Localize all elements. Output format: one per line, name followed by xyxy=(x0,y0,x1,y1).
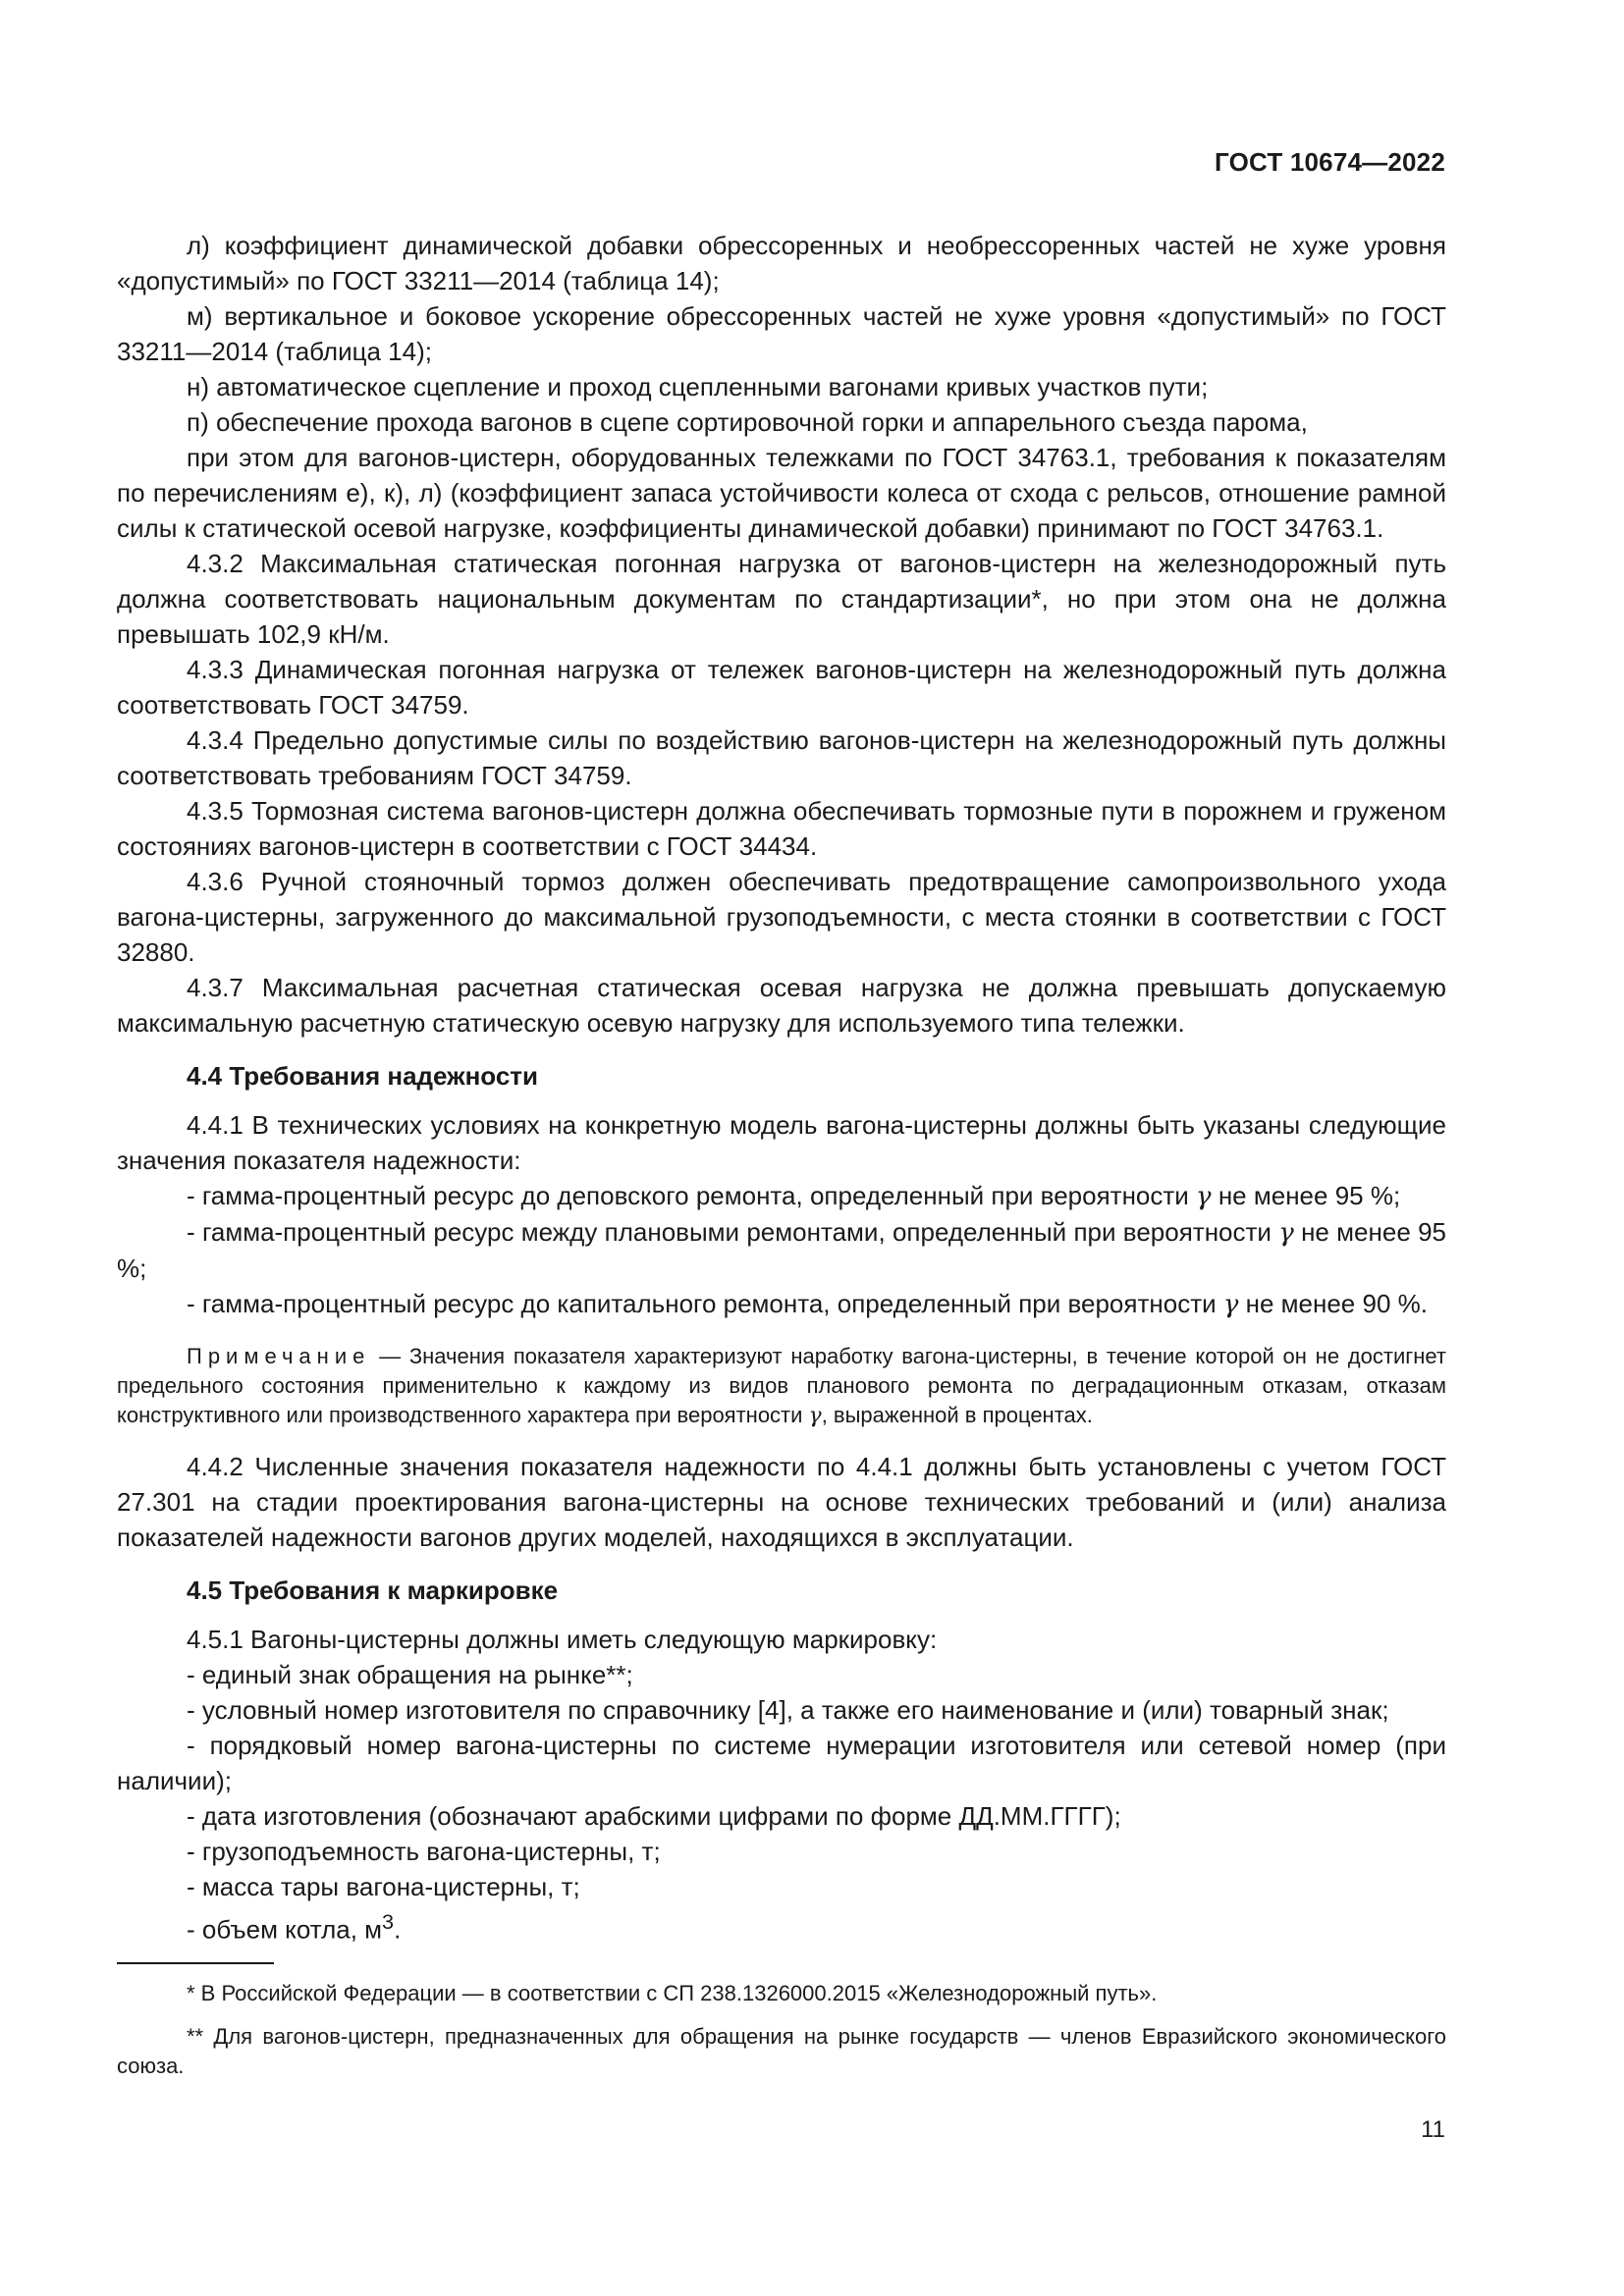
clause-4-4-1: 4.4.1 В технических условиях на конкретную модель вагона-цистерны должны быть указаны следующие значения показателя надежности: xyxy=(117,1110,1446,1175)
clause-4-3-3: 4.3.3 Динамическая погонная нагрузка от тележек вагонов-цистерн на железнодорожный путь должна соответствовать ГОСТ 34759. xyxy=(117,655,1446,720)
clause-4-3-2: 4.3.2 Максимальная статическая погонная нагрузка от вагонов-цистерн на железнодорожный путь должна соответствовать национальным документам по стандартизации*, но при этом она не должна превышать 102,9 кН/м. xyxy=(117,549,1446,649)
item-m: м) вертикальное и боковое ускорение обрессоренных частей не хуже уровня «допустимый» по ГОСТ 33211—2014 (таблица 14); xyxy=(117,301,1446,366)
reliability-item: - гамма-процентный ресурс до капитального ремонта, определенный при вероятности γ не менее 90 %. xyxy=(187,1289,1428,1319)
footnote-2: ** Для вагонов-цистерн, предназначенных для обращения на рынке государств — членов Евразийского экономического союза. xyxy=(117,2024,1446,2078)
footnote-1: * В Российской Федерации — в соответствии с СП 238.1326000.2015 «Железнодорожный путь». xyxy=(187,1981,1158,2005)
marking-item: - грузоподъемность вагона-цистерны, т; xyxy=(187,1837,661,1866)
clause-4-4-2: 4.4.2 Численные значения показателя надежности по 4.4.1 должны быть установлены с учетом ГОСТ 27.301 на стадии проектирования вагона-цистерны на основе технических требований и (или) анализа показателей надежности вагонов других моделей, находящихся в эксплуатации. xyxy=(117,1452,1446,1552)
main-content xyxy=(117,228,1446,1948)
clause-4-3-6: 4.3.6 Ручной стояночный тормоз должен обеспечивать предотвращение самопроизвольного ухода вагона-цистерны, загруженного до максимальной грузоподъемности, с места стоянки в соответствии с ГОСТ 32880. xyxy=(117,867,1446,967)
note-label: Примечание xyxy=(187,1344,371,1368)
standard-code: ГОСТ 10674—2022 xyxy=(1215,147,1445,177)
section-4-5-heading: 4.5 Требования к маркировке xyxy=(187,1575,559,1605)
page-number: 11 xyxy=(1421,2116,1445,2143)
footnotes xyxy=(117,1979,1446,2095)
reliability-item: - гамма-процентный ресурс между плановыми ремонтами, определенный при вероятности γ не менее 95 %; xyxy=(117,1217,1446,1283)
reliability-item: - гамма-процентный ресурс до деповского ремонта, определенный при вероятности γ не менее 95 %; xyxy=(187,1181,1401,1211)
item-n: н) автоматическое сцепление и проход сцепленными вагонами кривых участков пути; xyxy=(187,372,1209,401)
clause-4-3-7: 4.3.7 Максимальная расчетная статическая осевая нагрузка не должна превышать допускаемую максимальную расчетную статическую осевую нагрузку для используемого типа тележки. xyxy=(117,973,1446,1038)
marking-item: - условный номер изготовителя по справочнику [4], а также его наименование и (или) товарный знак; xyxy=(187,1695,1389,1725)
footnote-separator xyxy=(117,1962,274,1964)
marking-item: - объем котла, $м^3$. xyxy=(187,1909,402,1945)
clause-4-3-4: 4.3.4 Предельно допустимые силы по воздействию вагонов-цистерн на железнодорожный путь должны соответствовать требованиям ГОСТ 34759. xyxy=(117,725,1446,790)
marking-item: - масса тары вагона-цистерны, т; xyxy=(187,1872,580,1901)
note: Примечание — Значения показателя характеризуют наработку вагона-цистерны, в течение которой он не достигнет предельного состояния применительно к каждому из видов планового ремонта по деградационным отказам, отказам конструктивного или производственного характера при вероятности γ, выраженной в процентах. xyxy=(117,1344,1446,1428)
marking-item: - дата изготовления (обозначают арабскими цифрами по форме ДД.ММ.ГГГГ); xyxy=(187,1801,1121,1831)
section-4-4-heading: 4.4 Требования надежности xyxy=(187,1061,539,1091)
clause-4-3-5: 4.3.5 Тормозная система вагонов-цистерн должна обеспечивать тормозные пути в порожнем и груженом состояниях вагонов-цистерн в соответствии с ГОСТ 34434. xyxy=(117,796,1446,861)
item-p: п) обеспечение прохода вагонов в сцепе сортировочной горки и аппарельного съезда парома, xyxy=(187,407,1308,437)
item-l: л) коэффициент динамической добавки обрессоренных и необрессоренных частей не хуже уровня «допустимый» по ГОСТ 33211—2014 (таблица 14); xyxy=(117,231,1446,295)
marking-item: - порядковый номер вагона-цистерны по системе нумерации изготовителя или сетевой номер (при наличии); xyxy=(117,1731,1446,1795)
marking-item: - единый знак обращения на рынке**; xyxy=(187,1660,633,1689)
paragraph-tm34763: при этом для вагонов-цистерн, оборудованных тележками по ГОСТ 34763.1, требования к показателям по перечислениям е), к), л) (коэффициент запаса устойчивости колеса от схода с рельсов, отношение рамной силы к статической осевой нагрузке, коэффициенты динамической добавки) принимают по ГОСТ 34763.1. xyxy=(117,443,1446,543)
clause-4-5-1: 4.5.1 Вагоны-цистерны должны иметь следующую маркировку: xyxy=(187,1625,938,1654)
